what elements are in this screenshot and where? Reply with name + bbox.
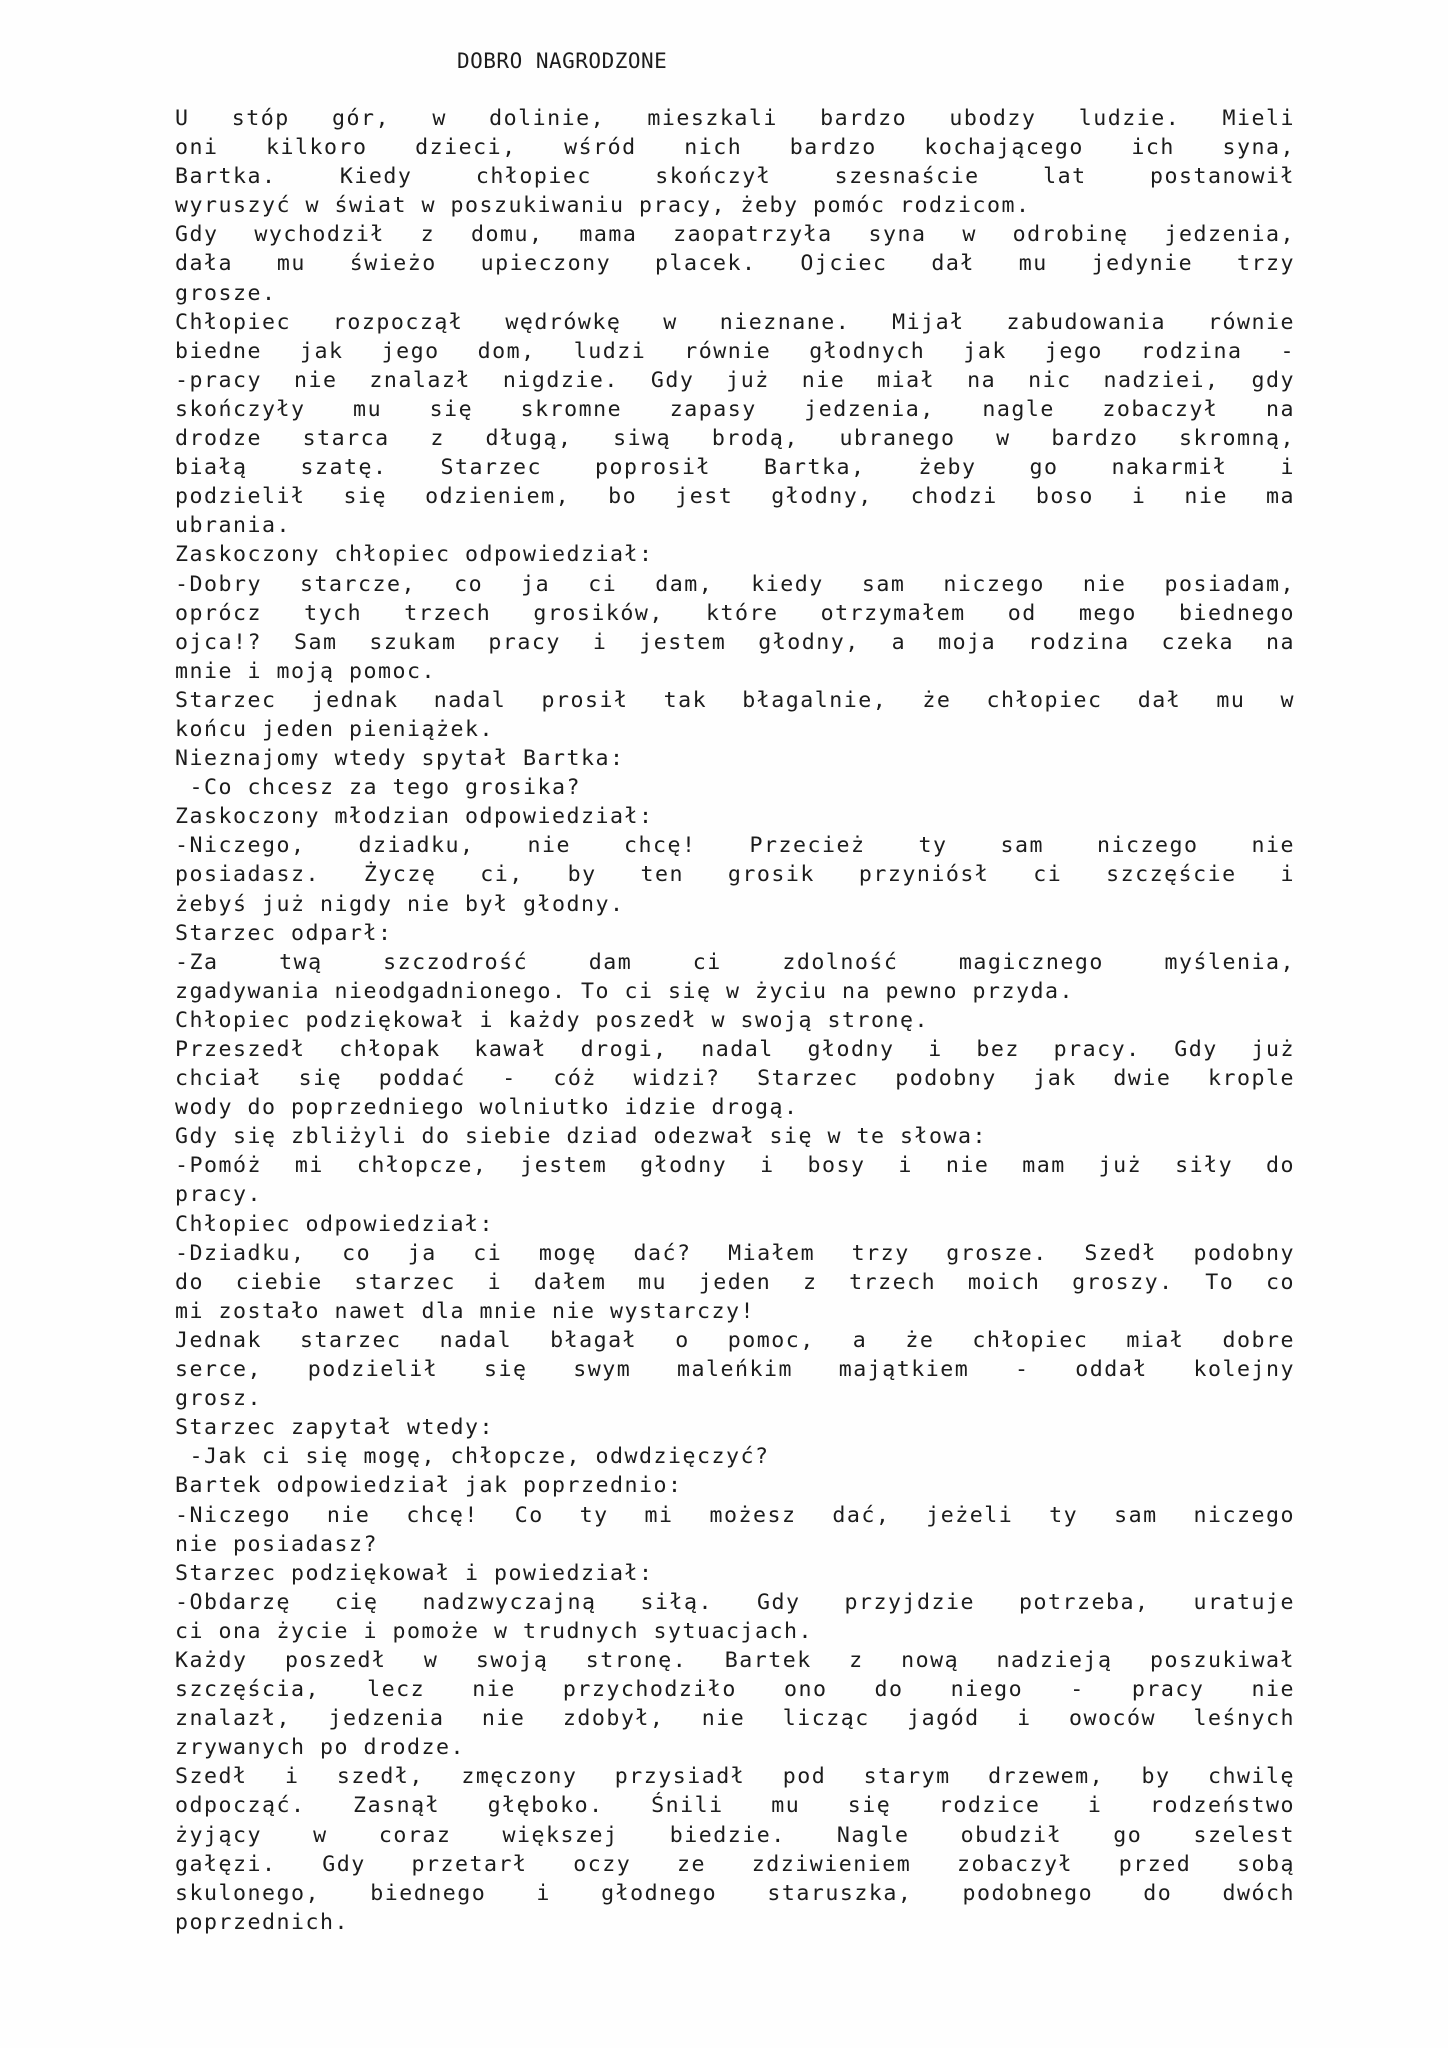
text-line: -Dobry starcze, co ja ci dam, kiedy sam niczego nie posiadam,	[175, 571, 1295, 597]
text-line: Chłopiec odpowiedział:	[175, 1211, 495, 1237]
text-line: dała mu świeżo upieczony placek. Ojciec dał mu jedynie trzy	[175, 251, 1295, 277]
text-line: Starzec zapytał wtedy:	[175, 1415, 495, 1441]
text-line: gałęzi. Gdy przetarł oczy ze zdziwieniem zobaczył przed sobą	[175, 1851, 1295, 1877]
text-line: -Jak ci się mogę, chłopcze, odwdzięczyć?	[175, 1444, 770, 1470]
text-line: -Obdarzę cię nadzwyczajną siłą. Gdy przyjdzie potrzeba, uratuje	[175, 1589, 1295, 1615]
text-line: poprzednich.	[175, 1909, 350, 1935]
text-line: posiadasz. Życzę ci, by ten grosik przyniósł ci szczęście i	[175, 862, 1295, 888]
text-line: grosze.	[175, 280, 277, 306]
text-line: Starzec odparł:	[175, 920, 393, 946]
text-line: wody do poprzedniego wolniutko idzie drogą.	[175, 1095, 799, 1121]
text-line: skulonego, biednego i głodnego staruszka, podobnego do dwóch	[175, 1880, 1295, 1906]
text-line: ubrania.	[175, 513, 292, 539]
text-line: -Pomóż mi chłopcze, jestem głodny i bosy i nie mam już siły do	[175, 1153, 1295, 1179]
text-line: do ciebie starzec i dałem mu jeden z trzech moich groszy. To co	[175, 1269, 1295, 1295]
text-line: Starzec podziękował i powiedział:	[175, 1560, 654, 1586]
text-line: U stóp gór, w dolinie, mieszkali bardzo ubodzy ludzie. Mieli	[175, 106, 1295, 131]
text-line: Zaskoczony chłopiec odpowiedział:	[175, 542, 654, 568]
text-line: skończyły mu się skromne zapasy jedzenia, nagle zobaczył na	[175, 396, 1295, 422]
text-line: białą szatę. Starzec poprosił Bartka, żeby go nakarmił i	[175, 455, 1295, 481]
text-line: ojca!? Sam szukam pracy i jestem głodny, a moja rodzina czeka na	[175, 629, 1295, 655]
text-line: oni kilkoro dzieci, wśród nich bardzo kochającego ich syna,	[175, 135, 1295, 161]
text-line: -Niczego, dziadku, nie chcę! Przecież ty sam niczego nie	[175, 833, 1295, 859]
text-line: Bartka. Kiedy chłopiec skończył szesnaście lat postanowił	[175, 164, 1295, 190]
text-line: nie posiadasz?	[175, 1531, 379, 1557]
text-line: zrywanych po drodze.	[175, 1735, 466, 1761]
text-line: mnie i moją pomoc.	[175, 658, 437, 684]
text-line: chciał się poddać - cóż widzi? Starzec podobny jak dwie krople	[175, 1066, 1295, 1092]
text-line: podzielił się odzieniem, bo jest głodny, chodzi boso i nie ma	[175, 484, 1295, 510]
text-line: -Dziadku, co ja ci mogę dać? Miałem trzy grosze. Szedł podobny	[175, 1240, 1295, 1266]
text-line: Gdy się zbliżyli do siebie dziad odezwał się w te słowa:	[175, 1124, 988, 1150]
text-line: Gdy wychodził z domu, mama zaopatrzyła syna w odrobinę jedzenia,	[175, 222, 1295, 248]
text-line: Chłopiec podziękował i każdy poszedł w swoją stronę.	[175, 1007, 930, 1033]
text-line: pracy.	[175, 1182, 263, 1208]
text-line: zgadywania nieodgadnionego. To ci się w życiu na pewno przyda.	[175, 978, 1075, 1004]
text-line: Zaskoczony młodzian odpowiedział:	[175, 804, 654, 830]
text-line: biedne jak jego dom, ludzi równie głodnych jak jego rodzina -	[175, 338, 1295, 364]
text-line: odpocząć. Zasnął głęboko. Śnili mu się rodzice i rodzeństwo	[175, 1793, 1295, 1819]
text-line: znalazł, jedzenia nie zdobył, nie licząc jagód i owoców leśnych	[175, 1706, 1295, 1732]
text-line: żebyś już nigdy nie był głodny.	[175, 891, 625, 917]
document-title: DOBRO NAGRODZONE	[457, 49, 668, 73]
text-line: Każdy poszedł w swoją stronę. Bartek z nową nadzieją poszukiwał	[175, 1647, 1295, 1673]
text-line: mi zostało nawet dla mnie nie wystarczy!	[175, 1298, 756, 1324]
text-line: grosz.	[175, 1386, 263, 1412]
text-line: drodze starca z długą, siwą brodą, ubranego w bardzo skromną,	[175, 426, 1295, 452]
text-line: -Za twą szczodrość dam ci zdolność magicznego myślenia,	[175, 949, 1295, 975]
text-line: -pracy nie znalazł nigdzie. Gdy już nie miał na nic nadziei, gdy	[175, 367, 1295, 393]
text-line: serce, podzielił się swym maleńkim majątkiem - oddał kolejny	[175, 1357, 1295, 1383]
text-line: Jednak starzec nadal błagał o pomoc, a że chłopiec miał dobre	[175, 1327, 1295, 1353]
text-line: ci ona życie i pomoże w trudnych sytuacjach.	[175, 1618, 814, 1644]
story-body	[175, 104, 1295, 1937]
text-line: szczęścia, lecz nie przychodziło ono do niego - pracy nie	[175, 1677, 1295, 1703]
text-line: końcu jeden pieniążek.	[175, 716, 495, 742]
text-line: wyruszyć w świat w poszukiwaniu pracy, żeby pomóc rodzicom.	[175, 193, 1031, 219]
text-line: -Niczego nie chcę! Co ty mi możesz dać, jeżeli ty sam niczego	[175, 1502, 1295, 1528]
text-line: Przeszedł chłopak kawał drogi, nadal głodny i bez pracy. Gdy już	[175, 1037, 1295, 1062]
text-line: Starzec jednak nadal prosił tak błagalnie, że chłopiec dał mu w	[175, 687, 1295, 713]
text-line: Nieznajomy wtedy spytał Bartka:	[175, 746, 625, 772]
text-line: -Co chcesz za tego grosika?	[175, 775, 582, 801]
text-line: oprócz tych trzech grosików, które otrzymałem od mego biednego	[175, 600, 1295, 626]
text-line: Chłopiec rozpoczął wędrówkę w nieznane. Mijał zabudowania równie	[175, 309, 1295, 335]
text-line: żyjący w coraz większej biedzie. Nagle obudził go szelest	[175, 1822, 1295, 1848]
text-line: Bartek odpowiedział jak poprzednio:	[175, 1473, 683, 1499]
text-line: Szedł i szedł, zmęczony przysiadł pod starym drzewem, by chwilę	[175, 1764, 1295, 1790]
